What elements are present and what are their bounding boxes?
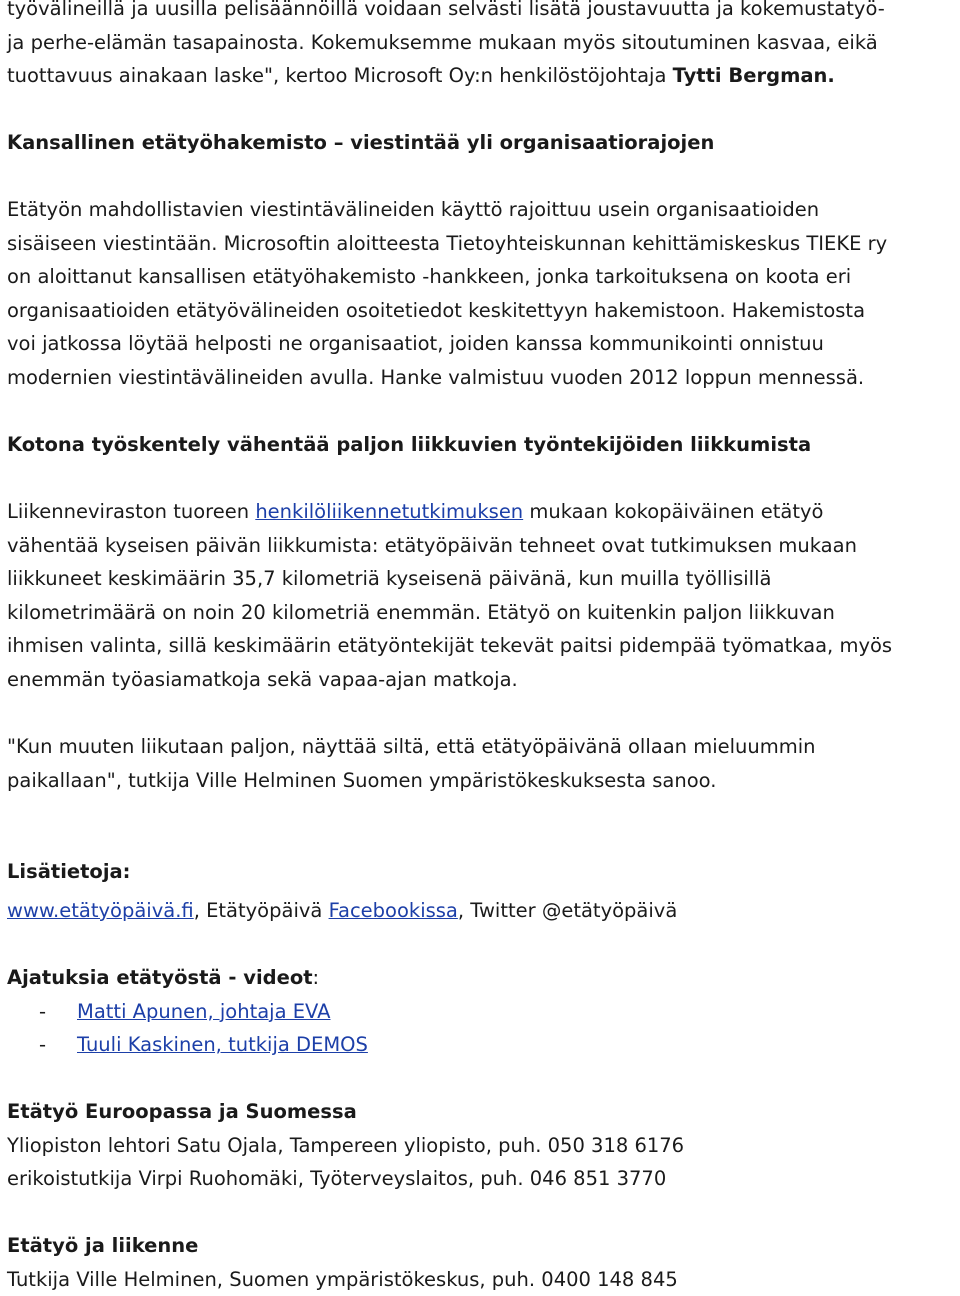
facebook-link[interactable]: Facebookissa bbox=[328, 899, 458, 922]
heading-europe: Etätyö Euroopassa ja Suomessa bbox=[7, 1100, 357, 1123]
paragraph-line: ihmisen valinta, sillä keskimäärin etätyöntekijät tekevät paitsi pidempää työmatkaa, myös bbox=[7, 634, 893, 658]
paragraph-line: kilometrimäärä on noin 20 kilometriä enemmän. Etätyö on kuitenkin paljon liikkuvan bbox=[7, 600, 835, 624]
heading-lisatietoja: Lisätietoja: bbox=[7, 860, 131, 883]
paragraph-line: voi jatkossa löytää helposti ne organisaatiot, joiden kanssa kommunikointi onnistuu bbox=[7, 332, 824, 356]
video-list-item bbox=[7, 1028, 957, 1062]
heading-videot: Ajatuksia etätyöstä - videot bbox=[7, 966, 313, 989]
heading-traffic: Etätyö ja liikenne bbox=[7, 1234, 199, 1257]
intro-text: tuottavuus ainakaan laske", kertoo Microsoft Oy:n henkilöstöjohtaja bbox=[7, 64, 673, 88]
contact-line: erikoistutkija Virpi Ruohomäki, Työterveyslaitos, puh. 046 851 3770 bbox=[7, 1167, 667, 1191]
info-links bbox=[7, 894, 957, 928]
contacts-traffic bbox=[7, 1229, 957, 1296]
section2-paragraph bbox=[7, 495, 957, 697]
paragraph-line: liikkuneet keskimäärin 35,7 kilometriä kyseisenä päivänä, kun muilla työllisillä bbox=[7, 567, 772, 591]
intro-line bbox=[7, 59, 957, 93]
video-link-apunen[interactable]: Matti Apunen, johtaja EVA bbox=[77, 999, 331, 1023]
video-link-kaskinen[interactable]: Tuuli Kaskinen, tutkija DEMOS bbox=[77, 1033, 368, 1057]
info-text: , Etätyöpäivä bbox=[193, 899, 329, 922]
list-dash: - bbox=[39, 999, 47, 1023]
paragraph-line: modernien viestintävälineiden avulla. Hanke valmistuu vuoden 2012 loppun mennessä. bbox=[7, 365, 865, 389]
contact-line: Tutkija Ville Helminen, Suomen ympäristökeskus, puh. 0400 148 845 bbox=[7, 1267, 678, 1291]
contact-line: Yliopiston lehtori Satu Ojala, Tampereen yliopisto, puh. 050 318 6176 bbox=[7, 1133, 685, 1157]
heading-colon: : bbox=[312, 966, 320, 989]
contacts-europe bbox=[7, 1095, 957, 1196]
quote-line: paikallaan", tutkija Ville Helminen Suomen ympäristökeskuksesta sanoo. bbox=[7, 768, 717, 792]
paragraph-line: on aloittanut kansallisen etätyöhakemisto -hankkeen, jonka tarkoituksena on koota eri bbox=[7, 265, 852, 289]
person-name: Tytti Bergman. bbox=[672, 64, 835, 88]
intro-paragraph bbox=[7, 0, 957, 93]
quote-line: "Kun muuten liikutaan paljon, näyttää siltä, että etätyöpäivänä ollaan mieluummin bbox=[7, 735, 816, 758]
paragraph-line bbox=[7, 495, 957, 529]
section-heading bbox=[7, 428, 957, 462]
info-text: , Twitter @etätyöpäivä bbox=[457, 899, 678, 922]
info-heading bbox=[7, 855, 957, 889]
list-dash: - bbox=[39, 1033, 47, 1057]
paragraph-line: sisäiseen viestintään. Microsoftin aloitteesta Tietoyhteiskunnan kehittämiskeskus TIEKE ry bbox=[7, 231, 888, 255]
quote-paragraph bbox=[7, 730, 957, 797]
videos-heading-line bbox=[7, 961, 957, 995]
intro-line: ja perhe-elämän tasapainosta. Kokemuksemme mukaan myös sitoutuminen kasvaa, eikä bbox=[7, 30, 878, 54]
paragraph-line: vähentää kyseisen päivän liikkumista: etätyöpäivän tehneet ovat tutkimuksen mukaan bbox=[7, 533, 857, 557]
study-link[interactable]: henkilöliikennetutkimuksen bbox=[255, 500, 524, 523]
paragraph-text: Liikenneviraston tuoreen bbox=[7, 500, 256, 523]
paragraph-line: Etätyön mahdollistavien viestintävälineiden käyttö rajoittuu usein organisaatioiden bbox=[7, 198, 820, 221]
videos-section bbox=[7, 961, 957, 1062]
section-heading bbox=[7, 126, 957, 160]
section1-paragraph bbox=[7, 193, 957, 395]
website-link[interactable]: www.etätyöpäivä.fi bbox=[7, 899, 194, 922]
video-list-item bbox=[7, 995, 957, 1029]
paragraph-line: enemmän työasiamatkoja sekä vapaa-ajan matkoja. bbox=[7, 667, 518, 691]
paragraph-line: organisaatioiden etätyövälineiden osoitetiedot keskitettyyn hakemistoon. Hakemistosta bbox=[7, 298, 866, 322]
heading-kansallinen: Kansallinen etätyöhakemisto – viestintää yli organisaatiorajojen bbox=[7, 131, 715, 154]
heading-kotona: Kotona työskentely vähentää paljon liikkuvien työntekijöiden liikkumista bbox=[7, 433, 812, 456]
paragraph-text: mukaan kokopäiväinen etätyö bbox=[523, 500, 824, 523]
intro-line: työvälineillä ja uusilla pelisäännöillä voidaan selvästi lisätä joustavuutta ja kokemustatyö- bbox=[7, 0, 885, 20]
info-line bbox=[7, 894, 957, 928]
